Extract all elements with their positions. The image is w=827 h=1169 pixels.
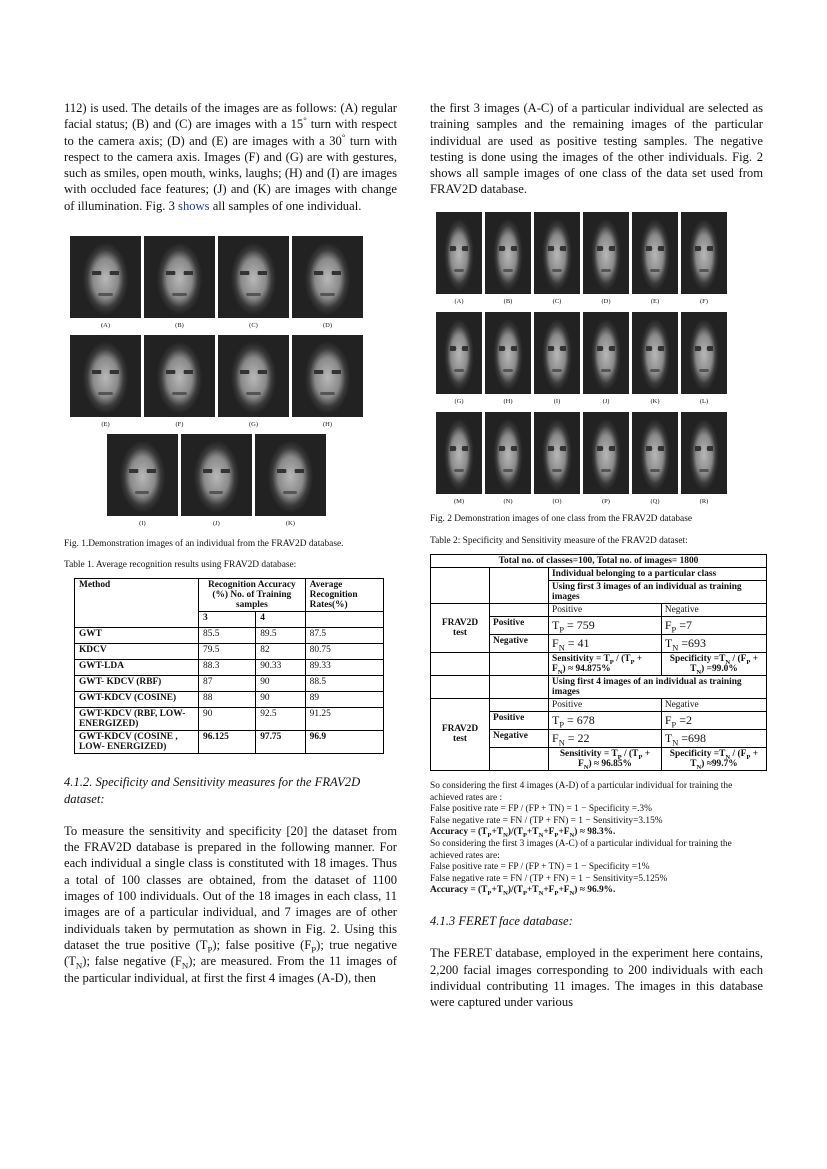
tp-cell-1 — [549, 616, 662, 634]
face-photo — [583, 312, 629, 394]
face-photo — [144, 236, 215, 318]
subscript: N — [569, 832, 575, 840]
subscript: N — [181, 960, 189, 971]
value-cell: 97.75 — [256, 731, 305, 754]
subscript: P — [630, 658, 635, 666]
text-run: = 678 — [564, 712, 595, 727]
face-photo — [436, 212, 482, 294]
face-image-cell — [583, 412, 629, 505]
text-run: =7 — [676, 617, 692, 632]
value-cell: 88.3 — [199, 660, 256, 676]
text-run: =2 — [676, 712, 692, 727]
subscript: N — [696, 668, 702, 676]
face-photo — [181, 434, 252, 516]
subscript: P — [522, 832, 527, 840]
text-run: ); true negative (T — [64, 937, 397, 969]
using3-cell: Using first 3 images of an individual as training images — [549, 580, 767, 603]
value-cell: 91.25 — [305, 708, 383, 731]
empty-cell — [490, 747, 549, 770]
method-cell: GWT- KDCV (RBF) — [75, 676, 199, 692]
face-label: (C) — [249, 322, 258, 330]
text-run: Specificity =T — [669, 748, 726, 759]
rates-4-intro: So considering the first 4 images (A-D) of a particular individual for training the achieved rates are : — [430, 780, 733, 803]
face-photo — [144, 335, 215, 417]
specificity-cell-1 — [661, 652, 766, 675]
table-2-using4-row — [431, 675, 767, 698]
subscript: P — [559, 720, 565, 730]
figure-row — [436, 412, 763, 505]
value-cell: 88 — [199, 692, 256, 708]
left-column — [64, 100, 397, 986]
method-cell: GWT-KDCV (RBF, LOW- ENERGIZED) — [75, 708, 199, 731]
subscript: P — [746, 753, 751, 761]
text-run: ); false negative (F — [82, 954, 182, 969]
text-run: turn with respect to the camera axis; (D) and (E) are images with a 30 — [64, 117, 398, 148]
header-average: Average Recognition Rates(%) — [305, 579, 383, 612]
text-run: ); false positive (F — [212, 937, 312, 952]
positive-col-label: Positive — [549, 698, 662, 711]
table-1 — [74, 578, 384, 754]
text-run: F — [664, 617, 672, 632]
text-run: + T — [690, 748, 759, 769]
face-image-cell — [681, 312, 727, 405]
text-run: =698 — [678, 730, 707, 745]
face-label: (Q) — [650, 497, 660, 505]
value-cell: 85.5 — [199, 628, 256, 644]
face-photo — [292, 236, 363, 318]
subscript: P — [487, 890, 492, 898]
total-cell: Total no. of classes=100, Total no. of images= 1800 — [431, 554, 767, 567]
header-empty — [305, 612, 383, 628]
face-photo — [681, 412, 727, 494]
subscript: N — [75, 960, 83, 971]
rates-4-block — [430, 781, 763, 897]
frav2d-test-cell: FRAV2D test — [431, 698, 490, 770]
subscript: N — [725, 753, 731, 761]
face-label: (A) — [454, 297, 464, 305]
value-cell: 90 — [256, 692, 305, 708]
text-run: all samples of one individual. — [209, 198, 362, 213]
text-run: Sensitivity = T — [552, 653, 610, 664]
value-cell: 88.5 — [305, 676, 383, 692]
table-1-row — [75, 692, 384, 708]
subscript: P — [554, 890, 559, 898]
face-image-cell — [534, 312, 580, 405]
face-image-cell — [436, 212, 482, 305]
table-1-caption: Table 1. Average recognition results using FRAV2D database: — [64, 559, 297, 570]
face-image-cell — [534, 412, 580, 505]
intro-paragraph — [64, 100, 397, 214]
text-run: +T — [491, 885, 504, 896]
face-image-cell — [632, 412, 678, 505]
table-1-row — [75, 708, 384, 731]
positive-row-label: Positive — [490, 616, 549, 634]
face-image-cell — [632, 212, 678, 305]
feret-paragraph: The FERET database, employed in the experiment here contains, 2,200 facial images corresponding to 200 individuals with each individual contributing 11 images. The images in this database were captured under various — [430, 946, 763, 1010]
text-run: / (F — [730, 748, 747, 759]
method-cell: GWT — [75, 628, 199, 644]
value-cell: 90.33 — [256, 660, 305, 676]
subscript: P — [487, 832, 492, 840]
face-photo — [218, 335, 289, 417]
text-run: + F — [552, 653, 643, 674]
face-photo — [632, 312, 678, 394]
subscript: P — [638, 753, 643, 761]
table-1-row — [75, 644, 384, 660]
face-label: (F) — [175, 421, 184, 429]
method-cell: GWT-LDA — [75, 660, 199, 676]
text-run: +T — [526, 885, 539, 896]
subscript: N — [503, 832, 508, 840]
text-run: turn with respect to the camera axis. Images (F) and (G) are with gestures, such as smiles, open mouth, winks, laughs; (H) and (I) are images with occluded face features; (J) and (K) are images with change of illumination. Fig. 3 — [64, 133, 397, 213]
face-image-cell — [218, 335, 289, 428]
face-photo — [255, 434, 326, 516]
text-run: F — [552, 635, 559, 650]
figure-1-caption: Fig. 1.Demonstration images of an individual from the FRAV2D database. — [64, 539, 344, 550]
figure-row — [436, 312, 763, 405]
text-run: ) ≈99.7% — [701, 758, 738, 769]
table-1-row — [75, 731, 384, 754]
specificity-cell-2 — [661, 747, 766, 770]
face-photo — [436, 412, 482, 494]
degree-sign: ° — [341, 131, 346, 142]
text-run: / (F — [730, 653, 747, 664]
method-cell: GWT-KDCV (COSINE) — [75, 692, 199, 708]
face-image-cell — [583, 212, 629, 305]
text-run: Sensitivity = T — [559, 748, 618, 759]
face-photo — [218, 236, 289, 318]
face-image-cell — [292, 236, 363, 329]
header-accuracy: Recognition Accuracy (%) No. of Training samples — [199, 579, 306, 612]
positive-row-label: Positive — [490, 711, 549, 729]
table-2-posneg-row-1 — [431, 603, 767, 616]
empty-cell — [490, 567, 549, 603]
figure-row — [436, 212, 763, 305]
subscript: N — [672, 643, 679, 653]
subscript: N — [696, 763, 702, 771]
right-column — [430, 100, 763, 1010]
subscript: P — [554, 832, 559, 840]
face-label: (K) — [285, 520, 295, 528]
subscript: N — [583, 763, 589, 771]
face-image-cell — [436, 412, 482, 505]
subscript: N — [558, 643, 565, 653]
table-1-header-row — [75, 579, 384, 612]
subscript: N — [725, 658, 731, 666]
empty-cell — [431, 675, 490, 698]
face-image-cell — [218, 236, 289, 329]
empty-cell — [490, 652, 549, 675]
value-cell: 89 — [305, 692, 383, 708]
value-cell: 96.125 — [199, 731, 256, 754]
subscript: N — [672, 738, 679, 748]
face-image-cell — [485, 412, 531, 505]
degree-sign: ° — [303, 115, 307, 126]
value-cell: 89.5 — [256, 628, 305, 644]
face-label: (G) — [248, 421, 259, 429]
text-run: To measure the sensitivity and specificity [20] the dataset from the FRAV2D database is prepared in the following manner. For each individual a single class is constituted with 18 images. Thus a total of 100 classes are obtained, from the dataset of 1100 images of 100 individuals. Out of the 18 images in each class, 11 images are of a particular individual, and 7 images are of other individuals taken by permutation as shown in Fig. 2. Using this dataset the true positive (T — [64, 823, 397, 952]
dataset-paragraph — [64, 823, 397, 986]
text-run: T — [552, 617, 560, 632]
face-label: (H) — [503, 397, 513, 405]
subscript: N — [558, 738, 565, 748]
figure-1 — [70, 236, 397, 527]
subscript: P — [559, 625, 565, 635]
subscript: P — [671, 720, 677, 730]
table-2 — [430, 554, 767, 771]
face-photo — [292, 335, 363, 417]
negative-col-label: Negative — [661, 603, 766, 616]
face-photo — [681, 212, 727, 294]
face-photo — [534, 312, 580, 394]
face-photo — [632, 412, 678, 494]
text-run: T — [664, 635, 673, 650]
subscript: P — [617, 753, 622, 761]
shows-link[interactable]: shows — [178, 198, 210, 213]
face-image-cell — [632, 312, 678, 405]
figure-row — [70, 434, 397, 527]
face-photo — [583, 412, 629, 494]
face-image-cell — [70, 236, 141, 329]
face-image-cell — [436, 312, 482, 405]
table-2-posneg-row-2 — [431, 698, 767, 711]
text-run: ) =99.0% — [701, 663, 738, 674]
table-1-row — [75, 628, 384, 644]
text-run: +F — [543, 885, 555, 896]
value-cell: 89.33 — [305, 660, 383, 676]
face-label: (F) — [700, 297, 708, 305]
subscript: P — [522, 890, 527, 898]
tn-cell-2 — [661, 729, 766, 747]
value-cell: 96.9 — [305, 731, 383, 754]
rates-3-fnr: False negative rate = FN / (TP + FN) = 1 − Sensitivity=5.125% — [430, 873, 668, 884]
section-4-1-2-heading: 4.1.2. Specificity and Sensitivity measures for the FRAV2D dataset: — [64, 775, 361, 806]
method-cell: GWT-KDCV (COSINE , LOW- ENERGIZED) — [75, 731, 199, 754]
face-photo — [583, 212, 629, 294]
using4-cell: Using first 4 images of an individual as training images — [549, 675, 767, 698]
figure-row — [70, 335, 397, 428]
text-run: +F — [558, 885, 570, 896]
negative-row-label: Negative — [490, 729, 549, 747]
header-4: 4 — [256, 612, 305, 628]
text-run: = 41 — [564, 635, 590, 650]
fn-cell-2 — [549, 729, 662, 747]
empty-cell — [431, 652, 490, 675]
tn-cell-1 — [661, 634, 766, 652]
face-label: (A) — [100, 322, 111, 330]
text-run: T — [664, 730, 673, 745]
face-photo — [632, 212, 678, 294]
figure-row — [70, 236, 397, 329]
face-label: (E) — [101, 421, 110, 429]
face-image-cell — [681, 412, 727, 505]
value-cell: 92.5 — [256, 708, 305, 731]
section-4-1-3-heading: 4.1.3 FERET face database: — [430, 913, 573, 928]
face-label: (B) — [175, 322, 184, 330]
subscript: N — [538, 890, 544, 898]
text-run: Accuracy = (T — [430, 827, 488, 838]
subscript: N — [569, 890, 575, 898]
face-photo — [436, 312, 482, 394]
face-photo — [70, 335, 141, 417]
rates-3-fpr: False positive rate = FP / (FP + TN) = 1 − Specificity =1% — [430, 862, 650, 873]
rates-4-accuracy — [430, 827, 763, 839]
subscript: P — [671, 625, 677, 635]
face-label: (O) — [552, 497, 562, 505]
figure-2-caption: Fig. 2 Demonstration images of one class from the FRAV2D database — [430, 513, 693, 524]
face-photo — [485, 212, 531, 294]
header-method: Method — [75, 579, 199, 628]
face-label: (J) — [602, 397, 610, 405]
face-image-cell — [70, 335, 141, 428]
positive-col-label: Positive — [549, 603, 662, 616]
value-cell: 87 — [199, 676, 256, 692]
face-image-cell — [681, 212, 727, 305]
table-1-body — [75, 628, 384, 754]
face-photo — [70, 236, 141, 318]
text-run: +T — [491, 827, 504, 838]
belong-cell: Individual belonging to a particular class — [549, 567, 767, 580]
face-label: (G) — [454, 397, 464, 405]
value-cell: 90 — [256, 676, 305, 692]
figure-2 — [436, 212, 763, 505]
text-run: / (T — [621, 748, 639, 759]
face-image-cell — [255, 434, 326, 527]
face-image-cell — [485, 212, 531, 305]
text-run: F — [552, 730, 559, 745]
table-2-total-row — [431, 554, 767, 567]
text-run: / (T — [613, 653, 631, 664]
table-2-belong-row — [431, 567, 767, 580]
face-image-cell — [534, 212, 580, 305]
rates-4-fnr: False negative rate = FN / (TP + FN) = 1 − Sensitivity=3.15% — [430, 815, 663, 826]
rates-4-fpr: False positive rate = FP / (FP + TN) = 1 − Specificity =.3% — [430, 804, 652, 815]
header-3: 3 — [199, 612, 256, 628]
method-cell: KDCV — [75, 644, 199, 660]
face-label: (I) — [139, 520, 146, 528]
text-run: + T — [690, 653, 759, 674]
text-run: = 22 — [564, 730, 590, 745]
empty-cell — [490, 603, 549, 616]
face-photo — [485, 412, 531, 494]
fn-cell-1 — [549, 634, 662, 652]
face-label: (J) — [212, 520, 220, 528]
face-label: (R) — [699, 497, 709, 505]
face-photo — [681, 312, 727, 394]
face-photo — [107, 434, 178, 516]
value-cell: 82 — [256, 644, 305, 660]
value-cell: 90 — [199, 708, 256, 731]
face-image-cell — [181, 434, 252, 527]
text-run: Specificity =T — [669, 653, 726, 664]
face-label: (C) — [552, 297, 562, 305]
face-image-cell — [107, 434, 178, 527]
face-label: (H) — [322, 421, 333, 429]
sensitivity-cell-1 — [549, 652, 662, 675]
face-label: (K) — [650, 397, 660, 405]
subscript: N — [503, 890, 508, 898]
table-2-caption: Table 2: Specificity and Sensitivity measure of the FRAV2D dataset: — [430, 536, 688, 547]
value-cell: 80.75 — [305, 644, 383, 660]
face-photo — [534, 212, 580, 294]
text-run: Accuracy = (T — [430, 885, 488, 896]
empty-cell — [490, 675, 549, 698]
rates-3-accuracy — [430, 885, 763, 897]
face-label: (E) — [650, 297, 660, 305]
empty-cell — [490, 698, 549, 711]
text-run: T — [552, 712, 560, 727]
text-run: 112) is used. The details of the images are as follows: (A) regular facial status; (B) and (C) are images with a 15 — [64, 101, 397, 132]
table-2-measure-row-1 — [431, 652, 767, 675]
text-run: )/(T — [507, 827, 523, 838]
face-label: (D) — [601, 297, 611, 305]
tp-cell-2 — [549, 711, 662, 729]
face-label: (I) — [553, 397, 561, 405]
face-photo — [485, 312, 531, 394]
face-image-cell — [292, 335, 363, 428]
subscript: P — [311, 944, 317, 955]
text-run: F — [664, 712, 672, 727]
face-image-cell — [144, 335, 215, 428]
fp-cell-1 — [661, 616, 766, 634]
frav2d-test-cell: FRAV2D test — [431, 603, 490, 652]
face-label: (L) — [699, 397, 709, 405]
table-1-row — [75, 676, 384, 692]
empty-cell — [431, 567, 490, 603]
fp-cell-2 — [661, 711, 766, 729]
text-run: =693 — [678, 635, 707, 650]
subscript: P — [609, 658, 614, 666]
rates-3-intro: So considering the first 3 images (A-C) of a particular individual for training the achieved rates are: — [430, 838, 732, 861]
subscript: N — [557, 668, 563, 676]
face-image-cell — [485, 312, 531, 405]
text-run: +T — [526, 827, 539, 838]
text-run: = 759 — [564, 617, 595, 632]
text-run: ) ≈ 94.875% — [562, 663, 611, 674]
subscript: P — [207, 944, 213, 955]
face-photo — [534, 412, 580, 494]
face-label: (M) — [453, 497, 465, 505]
negative-row-label: Negative — [490, 634, 549, 652]
training-paragraph: the first 3 images (A-C) of a particular individual are selected as training samples and the remaining images of the particular individual are used as positive testing samples. The negative testing is done using the images of the other individuals. Fig. 2 shows all sample images of one class of the data set used from FRAV2D database. — [430, 101, 763, 197]
subscript: P — [746, 658, 751, 666]
table-1-row — [75, 660, 384, 676]
face-label: (B) — [503, 297, 513, 305]
value-cell: 79.5 — [199, 644, 256, 660]
face-label: (D) — [322, 322, 333, 330]
text-run: + F — [577, 748, 651, 769]
face-image-cell — [583, 312, 629, 405]
text-run: ); are measured. From the 11 images of the particular individual, at first the first 4 images (A-D), then — [64, 954, 397, 985]
face-label: (P) — [602, 497, 610, 505]
sensitivity-cell-2 — [549, 747, 662, 770]
value-cell: 87.5 — [305, 628, 383, 644]
text-run: ) ≈ 96.85% — [588, 758, 632, 769]
face-label: (N) — [503, 497, 513, 505]
text-run: ) ≈ 96.9%. — [574, 885, 616, 896]
text-run: +F — [558, 827, 570, 838]
text-run: +F — [543, 827, 555, 838]
text-run: )/(T — [507, 885, 523, 896]
text-run: ) ≈ 98.3%. — [574, 827, 616, 838]
negative-col-label: Negative — [661, 698, 766, 711]
subscript: N — [538, 832, 544, 840]
face-image-cell — [144, 236, 215, 329]
